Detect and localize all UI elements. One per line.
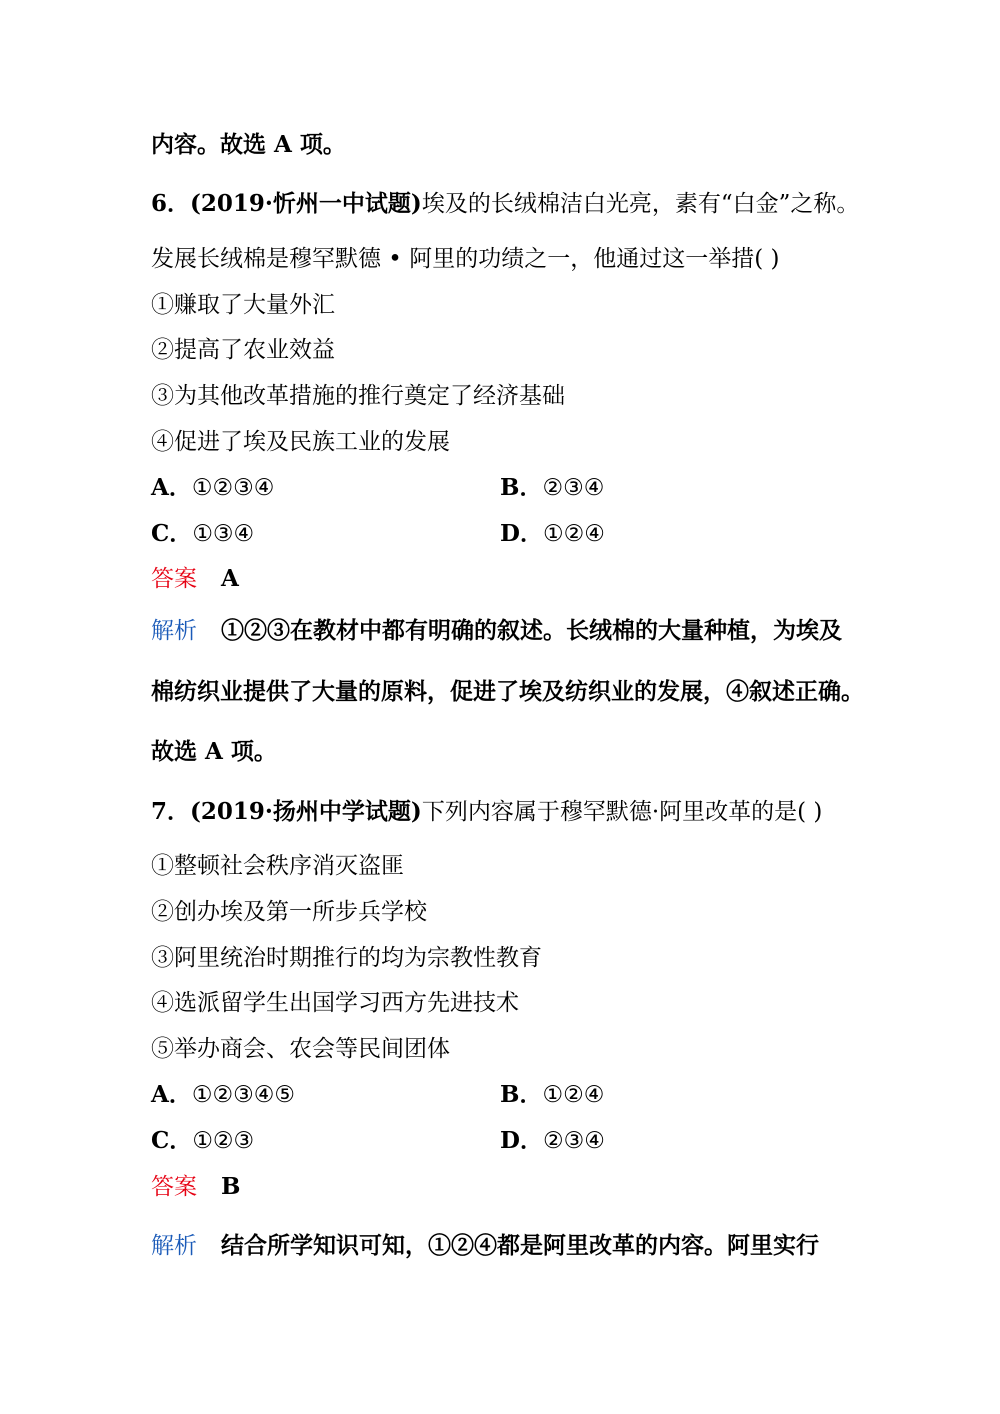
q6-option-a-letter: A． bbox=[151, 474, 192, 501]
q6-option-d-text: ①②④ bbox=[542, 521, 605, 547]
q6-option-a bbox=[151, 473, 274, 503]
q7-option-c-letter: C． bbox=[151, 1127, 193, 1154]
q7-item: ①整顿社会秩序消灭盗匪 bbox=[151, 853, 404, 879]
q7-item: ③阿里统治时期推行的均为宗教性教育 bbox=[151, 945, 542, 971]
q7-option-d bbox=[500, 1126, 605, 1156]
q7-item: ②创办埃及第一所步兵学校 bbox=[151, 899, 427, 925]
q6-item: ③为其他改革措施的推行奠定了经济基础 bbox=[151, 383, 565, 409]
q6-answer bbox=[151, 564, 239, 594]
q6-stem-line2: 发展长绒棉是穆罕默德 • 阿里的功绩之一，他通过这一举措( ) bbox=[151, 246, 780, 272]
carryover-text: 内容。故选 A 项。 bbox=[151, 131, 346, 158]
q6-answer-value: A bbox=[221, 565, 239, 592]
q7-stem-line1 bbox=[151, 797, 822, 827]
q6-item: ①赚取了大量外汇 bbox=[151, 292, 335, 318]
q6-number: 6． bbox=[151, 190, 191, 217]
q7-option-a-text: ①②③④⑤ bbox=[191, 1082, 295, 1108]
q6-analysis-line3: 故选 A 项。 bbox=[151, 738, 277, 765]
q7-answer bbox=[151, 1172, 240, 1202]
q7-analysis-line1 bbox=[151, 1231, 819, 1261]
q7-number: 7． bbox=[151, 798, 191, 825]
q6-analysis-label: 解析 bbox=[151, 618, 197, 644]
q6-option-c-text: ①③④ bbox=[192, 521, 255, 547]
q7-item: ⑤举办商会、农会等民间团体 bbox=[151, 1036, 450, 1062]
q6-option-b-letter: B． bbox=[500, 474, 543, 501]
q7-option-c-text: ①②③ bbox=[192, 1128, 255, 1154]
q7-analysis-label: 解析 bbox=[151, 1233, 197, 1259]
q6-analysis-line2: 棉纺织业提供了大量的原料，促进了埃及纺织业的发展，④叙述正确。 bbox=[151, 678, 864, 705]
q7-option-b-text: ①②④ bbox=[542, 1082, 605, 1108]
q6-option-b bbox=[500, 473, 604, 503]
q7-source: (2019·扬州中学试题) bbox=[190, 798, 422, 825]
q6-option-d bbox=[500, 519, 605, 549]
q6-stem-text1: 埃及的长绒棉洁白光亮，素有“白金”之称。 bbox=[421, 191, 860, 217]
q7-option-d-text: ②③④ bbox=[542, 1128, 605, 1154]
q6-option-c-letter: C． bbox=[151, 520, 193, 547]
q7-answer-value: B bbox=[221, 1173, 241, 1200]
q6-analysis-text1: ①②③在教材中都有明确的叙述。长绒棉的大量种植，为埃及 bbox=[221, 617, 842, 644]
q6-source: (2019·忻州一中试题) bbox=[190, 190, 422, 217]
q7-analysis-text1: 结合所学知识可知，①②④都是阿里改革的内容。阿里实行 bbox=[221, 1232, 819, 1259]
q7-answer-label: 答案 bbox=[151, 1174, 197, 1200]
q7-option-a bbox=[151, 1080, 295, 1110]
q6-item: ②提高了农业效益 bbox=[151, 337, 335, 363]
q6-option-a-text: ①②③④ bbox=[191, 475, 275, 501]
q7-option-c bbox=[151, 1126, 254, 1156]
q6-analysis-line1 bbox=[151, 616, 842, 646]
q7-option-d-letter: D． bbox=[500, 1127, 543, 1154]
q6-option-b-text: ②③④ bbox=[542, 475, 605, 501]
q6-option-c bbox=[151, 519, 254, 549]
q6-option-d-letter: D． bbox=[500, 520, 543, 547]
q7-option-b-letter: B． bbox=[500, 1081, 543, 1108]
q6-stem-line1 bbox=[151, 189, 859, 219]
q7-stem-text1: 下列内容属于穆罕默德·阿里改革的是( ) bbox=[421, 799, 823, 825]
q6-answer-label: 答案 bbox=[151, 566, 197, 592]
q7-option-a-letter: A． bbox=[151, 1081, 192, 1108]
q7-option-b bbox=[500, 1080, 604, 1110]
q6-item: ④促进了埃及民族工业的发展 bbox=[151, 429, 450, 455]
q7-item: ④选派留学生出国学习西方先进技术 bbox=[151, 990, 519, 1016]
